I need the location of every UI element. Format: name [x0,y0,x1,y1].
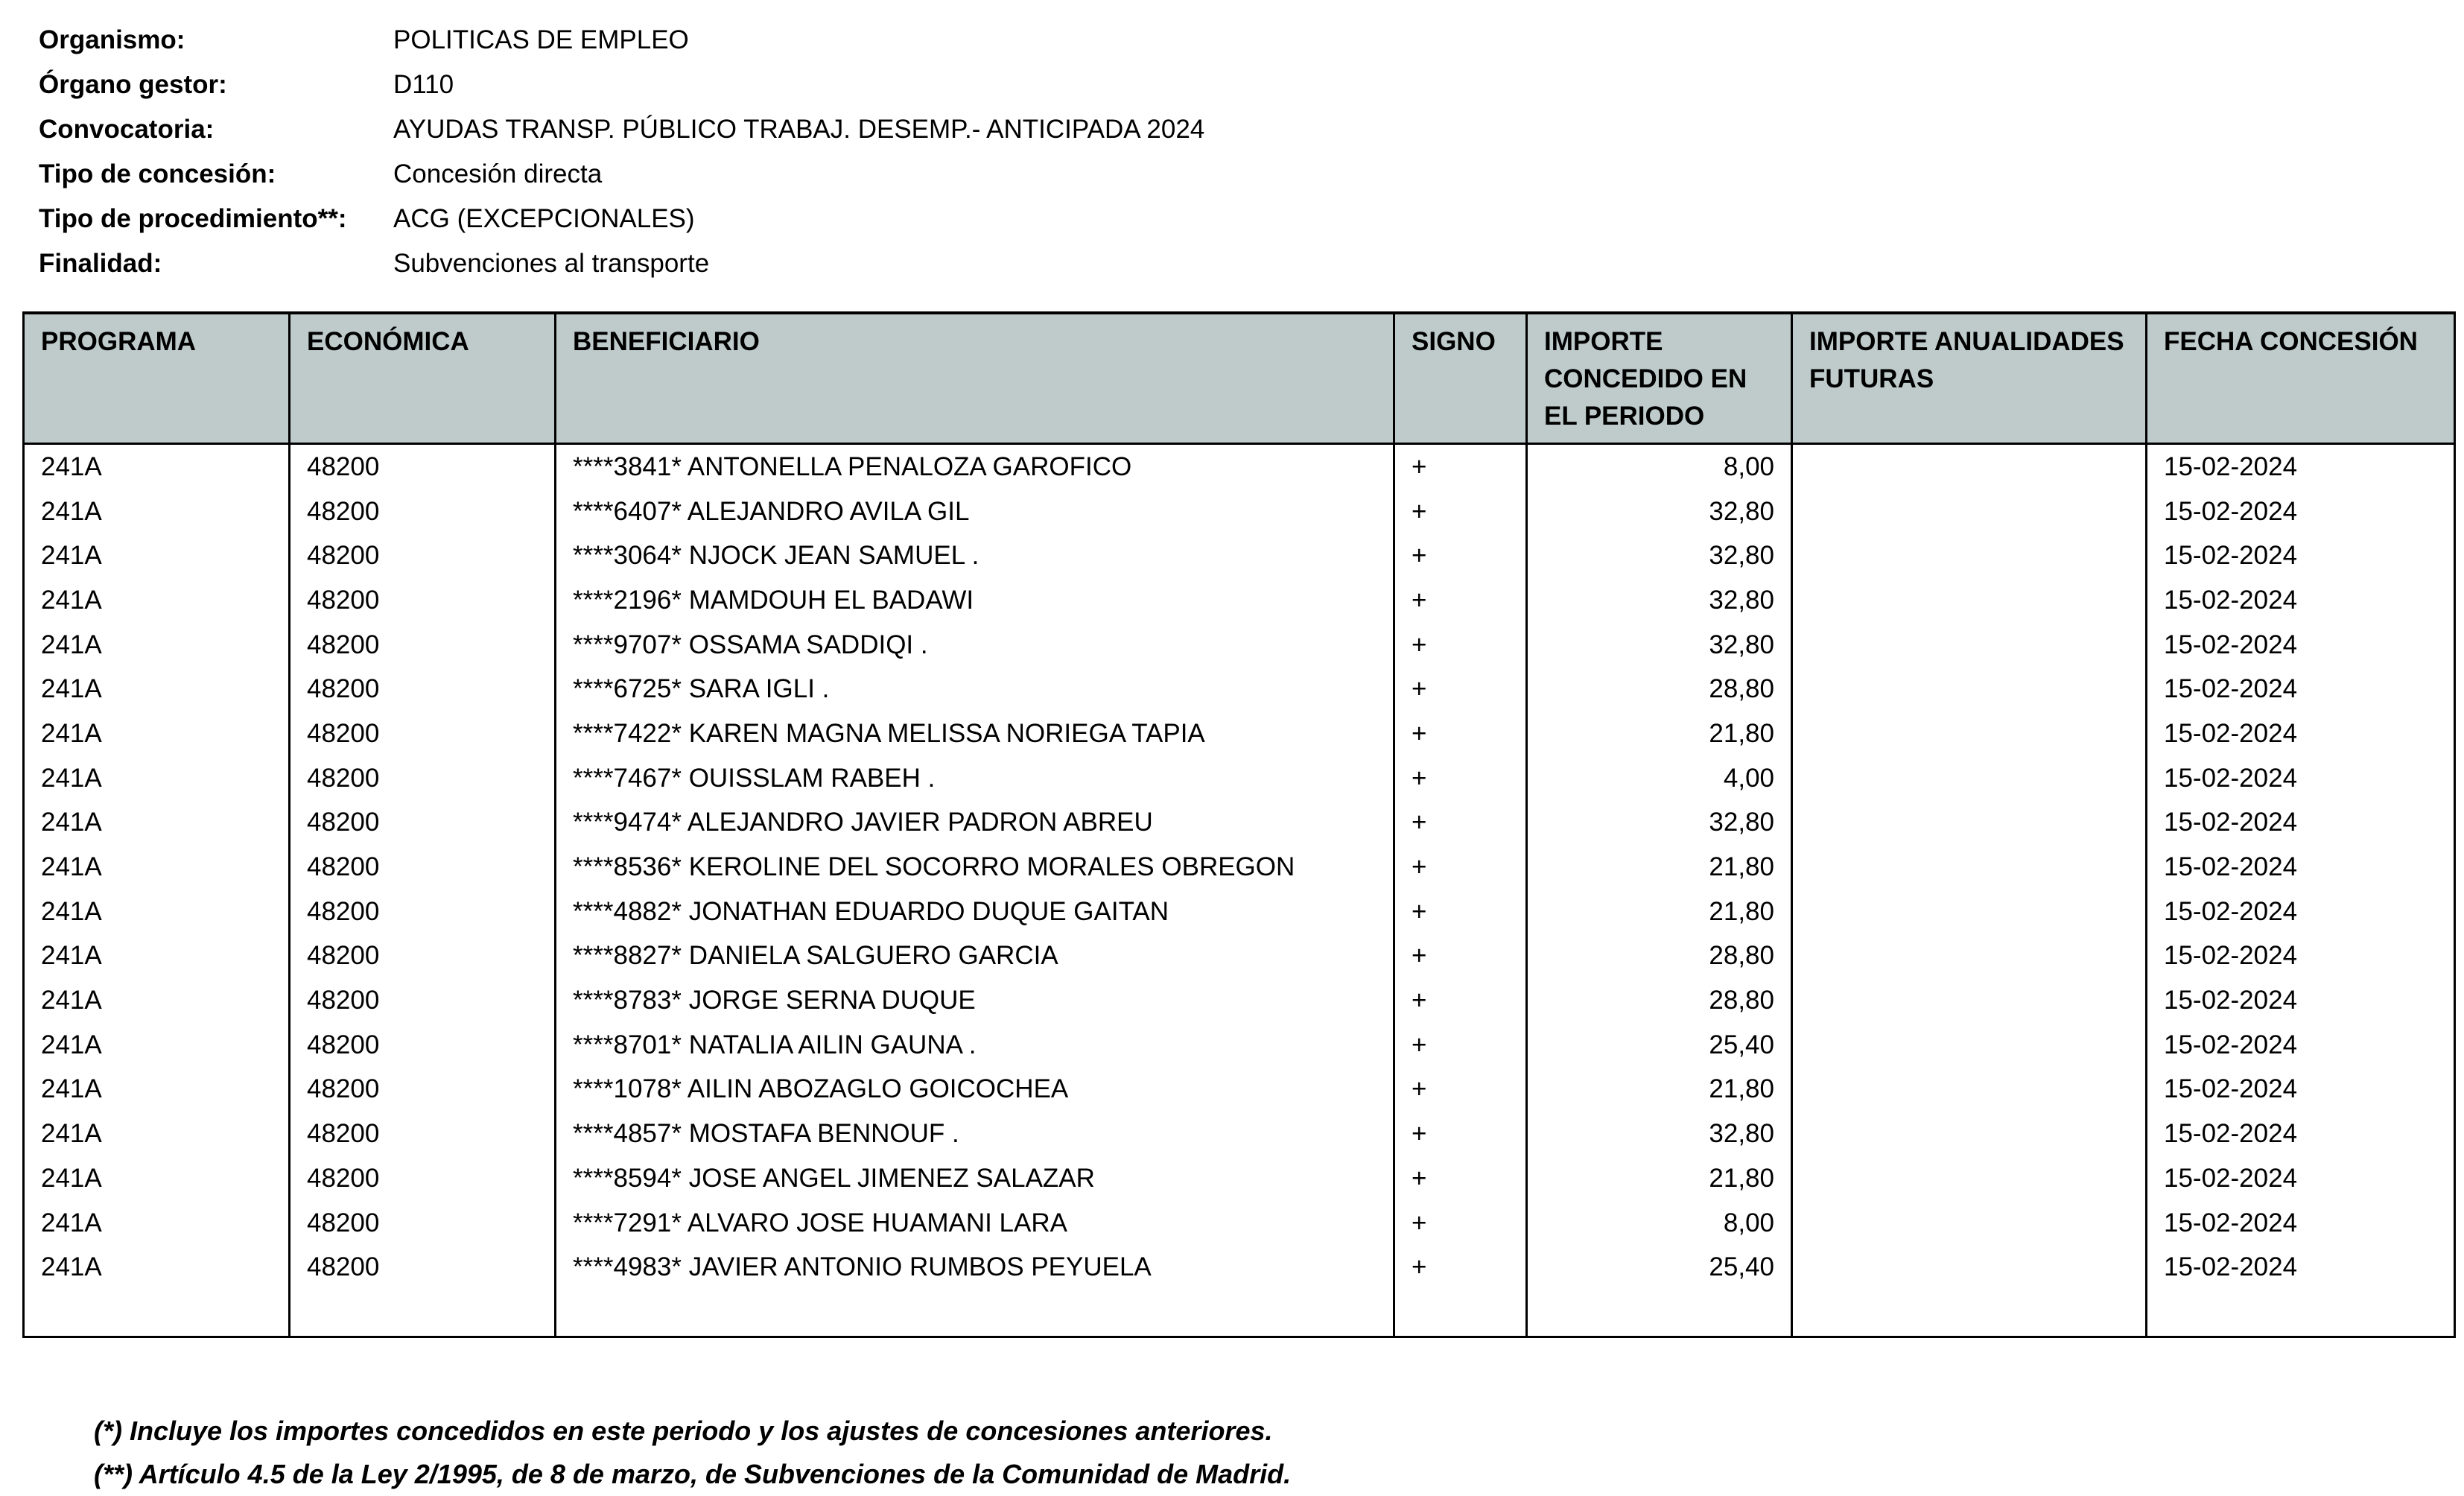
cell-beneficiario: ****9707* OSSAMA SADDIQI . [556,623,1394,668]
cell-fecha-concesion: 15-02-2024 [2147,623,2455,668]
cell-fecha-concesion: 15-02-2024 [2147,890,2455,934]
cell-programa: 241A [24,489,290,534]
cell-fecha-concesion: 15-02-2024 [2147,801,2455,846]
column-header-beneficiario: BENEFICIARIO [556,313,1394,444]
metadata-row-convocatoria [39,107,1204,152]
cell-signo: + [1394,1068,1527,1112]
cell-beneficiario: ****8783* JORGE SERNA DUQUE [556,978,1394,1023]
table-header-row [24,313,2455,444]
cell-signo: + [1394,845,1527,890]
table-row [24,890,2455,934]
cell-signo: + [1394,533,1527,578]
metadata-label: Organismo: [39,25,185,54]
table-spacer-row [24,1290,2455,1337]
footnote: (*) Incluye los importes concedidos en este periodo y los ajustes de concesiones anteriores. [94,1416,1273,1446]
table-row [24,667,2455,711]
table-row [24,444,2455,489]
cell-importe-futuras [1792,756,2147,801]
cell-economica: 48200 [290,533,556,578]
cell-signo: + [1394,756,1527,801]
cell-importe-futuras [1792,890,2147,934]
cell-importe-concedido: 21,80 [1527,1156,1792,1201]
cell-economica: 48200 [290,1023,556,1068]
empty-cell [1527,1290,1792,1337]
cell-importe-futuras [1792,801,2147,846]
cell-importe-concedido: 32,80 [1527,801,1792,846]
cell-programa: 241A [24,444,290,489]
cell-programa: 241A [24,1201,290,1246]
metadata-value: ACG (EXCEPCIONALES) [393,204,695,233]
table-row [24,1245,2455,1290]
cell-economica: 48200 [290,1112,556,1156]
empty-cell [290,1290,556,1337]
cell-signo: + [1394,1112,1527,1156]
cell-signo: + [1394,667,1527,711]
cell-fecha-concesion: 15-02-2024 [2147,667,2455,711]
cell-programa: 241A [24,801,290,846]
cell-importe-concedido: 32,80 [1527,1112,1792,1156]
table-row [24,711,2455,756]
footnotes [94,1410,1291,1496]
cell-economica: 48200 [290,756,556,801]
cell-signo: + [1394,489,1527,534]
cell-fecha-concesion: 15-02-2024 [2147,711,2455,756]
empty-cell [24,1290,290,1337]
cell-programa: 241A [24,1068,290,1112]
cell-beneficiario: ****6725* SARA IGLI . [556,667,1394,711]
table-row [24,533,2455,578]
metadata-label: Tipo de procedimiento**: [39,204,347,233]
cell-economica: 48200 [290,1245,556,1290]
cell-beneficiario: ****2196* MAMDOUH EL BADAWI [556,578,1394,623]
cell-importe-futuras [1792,1023,2147,1068]
cell-programa: 241A [24,890,290,934]
metadata-row-tipo-procedimiento [39,197,1204,241]
cell-importe-concedido: 21,80 [1527,1068,1792,1112]
cell-importe-futuras [1792,711,2147,756]
cell-fecha-concesion: 15-02-2024 [2147,1156,2455,1201]
cell-beneficiario: ****3064* NJOCK JEAN SAMUEL . [556,533,1394,578]
cell-economica: 48200 [290,890,556,934]
cell-beneficiario: ****7422* KAREN MAGNA MELISSA NORIEGA TAPIA [556,711,1394,756]
cell-programa: 241A [24,578,290,623]
cell-importe-futuras [1792,1201,2147,1246]
cell-fecha-concesion: 15-02-2024 [2147,978,2455,1023]
cell-fecha-concesion: 15-02-2024 [2147,934,2455,979]
empty-cell [1394,1290,1527,1337]
table-row [24,489,2455,534]
table-row [24,845,2455,890]
metadata-row-organismo [39,18,1204,63]
metadata-label: Tipo de concesión: [39,159,276,188]
cell-economica: 48200 [290,1156,556,1201]
cell-programa: 241A [24,978,290,1023]
cell-beneficiario: ****8701* NATALIA AILIN GAUNA . [556,1023,1394,1068]
metadata-value: Concesión directa [393,159,603,188]
metadata-value: POLITICAS DE EMPLEO [393,25,689,54]
cell-importe-futuras [1792,1245,2147,1290]
cell-programa: 241A [24,934,290,979]
cell-importe-concedido: 21,80 [1527,845,1792,890]
cell-fecha-concesion: 15-02-2024 [2147,1068,2455,1112]
cell-economica: 48200 [290,711,556,756]
cell-economica: 48200 [290,578,556,623]
table-row [24,1156,2455,1201]
cell-economica: 48200 [290,623,556,668]
metadata-row-finalidad [39,241,1204,286]
empty-cell [556,1290,1394,1337]
cell-importe-futuras [1792,934,2147,979]
cell-importe-futuras [1792,1112,2147,1156]
cell-signo: + [1394,1201,1527,1246]
cell-fecha-concesion: 15-02-2024 [2147,1023,2455,1068]
cell-importe-concedido: 32,80 [1527,623,1792,668]
cell-importe-futuras [1792,578,2147,623]
cell-importe-futuras [1792,1156,2147,1201]
cell-importe-concedido: 28,80 [1527,667,1792,711]
cell-signo: + [1394,444,1527,489]
cell-beneficiario: ****4857* MOSTAFA BENNOUF . [556,1112,1394,1156]
cell-signo: + [1394,934,1527,979]
cell-programa: 241A [24,845,290,890]
column-header-signo: SIGNO [1394,313,1527,444]
cell-importe-concedido: 4,00 [1527,756,1792,801]
metadata-row-tipo-concesion [39,152,1204,197]
cell-programa: 241A [24,756,290,801]
cell-importe-futuras [1792,444,2147,489]
cell-importe-concedido: 32,80 [1527,533,1792,578]
table-row [24,578,2455,623]
cell-signo: + [1394,1023,1527,1068]
cell-importe-concedido: 32,80 [1527,578,1792,623]
table-row [24,1201,2455,1246]
cell-fecha-concesion: 15-02-2024 [2147,1245,2455,1290]
column-header-programa: PROGRAMA [24,313,290,444]
cell-beneficiario: ****1078* AILIN ABOZAGLO GOICOCHEA [556,1068,1394,1112]
cell-beneficiario: ****8594* JOSE ANGEL JIMENEZ SALAZAR [556,1156,1394,1201]
cell-beneficiario: ****7291* ALVARO JOSE HUAMANI LARA [556,1201,1394,1246]
cell-importe-concedido: 21,80 [1527,890,1792,934]
column-header-economica: ECONÓMICA [290,313,556,444]
empty-cell [2147,1290,2455,1337]
cell-signo: + [1394,978,1527,1023]
table-row [24,1068,2455,1112]
cell-importe-concedido: 8,00 [1527,444,1792,489]
cell-importe-futuras [1792,623,2147,668]
table-row [24,934,2455,979]
metadata-label: Convocatoria: [39,115,215,144]
cell-importe-futuras [1792,1068,2147,1112]
cell-signo: + [1394,578,1527,623]
cell-beneficiario: ****4983* JAVIER ANTONIO RUMBOS PEYUELA [556,1245,1394,1290]
cell-signo: + [1394,623,1527,668]
cell-signo: + [1394,1245,1527,1290]
cell-beneficiario: ****3841* ANTONELLA PENALOZA GAROFICO [556,444,1394,489]
metadata-value: AYUDAS TRANSP. PÚBLICO TRABAJ. DESEMP.- ANTICIPADA 2024 [393,115,1205,144]
cell-importe-concedido: 21,80 [1527,711,1792,756]
cell-programa: 241A [24,623,290,668]
cell-beneficiario: ****6407* ALEJANDRO AVILA GIL [556,489,1394,534]
table-row [24,756,2455,801]
cell-economica: 48200 [290,801,556,846]
metadata-value: D110 [393,70,454,99]
cell-economica: 48200 [290,1068,556,1112]
cell-signo: + [1394,801,1527,846]
cell-fecha-concesion: 15-02-2024 [2147,845,2455,890]
cell-importe-futuras [1792,489,2147,534]
cell-importe-concedido: 32,80 [1527,489,1792,534]
cell-signo: + [1394,1156,1527,1201]
cell-importe-concedido: 8,00 [1527,1201,1792,1246]
metadata-row-organo-gestor [39,63,1204,107]
cell-importe-concedido: 28,80 [1527,934,1792,979]
cell-importe-concedido: 28,80 [1527,978,1792,1023]
table-body [24,444,2455,1337]
cell-economica: 48200 [290,845,556,890]
cell-importe-concedido: 25,40 [1527,1245,1792,1290]
cell-fecha-concesion: 15-02-2024 [2147,1112,2455,1156]
cell-beneficiario: ****8827* DANIELA SALGUERO GARCIA [556,934,1394,979]
column-header-importe-concedido: IMPORTE CONCEDIDO EN EL PERIODO [1527,313,1792,444]
cell-signo: + [1394,711,1527,756]
table-row [24,801,2455,846]
metadata-label: Finalidad: [39,249,162,278]
cell-programa: 241A [24,1156,290,1201]
column-header-importe-futuras: IMPORTE ANUALIDADES FUTURAS [1792,313,2147,444]
cell-fecha-concesion: 15-02-2024 [2147,756,2455,801]
cell-fecha-concesion: 15-02-2024 [2147,444,2455,489]
cell-economica: 48200 [290,934,556,979]
table-row [24,623,2455,668]
grant-metadata [39,18,1204,286]
cell-programa: 241A [24,1112,290,1156]
cell-programa: 241A [24,1245,290,1290]
cell-economica: 48200 [290,978,556,1023]
cell-importe-futuras [1792,533,2147,578]
cell-programa: 241A [24,1023,290,1068]
cell-beneficiario: ****7467* OUISSLAM RABEH . [556,756,1394,801]
metadata-label: Órgano gestor: [39,70,227,99]
empty-cell [1792,1290,2147,1337]
table-row [24,978,2455,1023]
cell-importe-futuras [1792,845,2147,890]
cell-importe-concedido: 25,40 [1527,1023,1792,1068]
cell-programa: 241A [24,667,290,711]
cell-fecha-concesion: 15-02-2024 [2147,533,2455,578]
cell-economica: 48200 [290,489,556,534]
cell-programa: 241A [24,533,290,578]
cell-economica: 48200 [290,667,556,711]
table-row [24,1023,2455,1068]
footnote: (**) Artículo 4.5 de la Ley 2/1995, de 8 de marzo, de Subvenciones de la Comunidad de Madrid. [94,1459,1292,1489]
grants-table [22,311,2456,1338]
metadata-value: Subvenciones al transporte [393,249,710,278]
column-header-fecha-concesion: FECHA CONCESIÓN [2147,313,2455,444]
cell-economica: 48200 [290,444,556,489]
cell-beneficiario: ****4882* JONATHAN EDUARDO DUQUE GAITAN [556,890,1394,934]
table-header [24,313,2455,444]
table-row [24,1112,2455,1156]
cell-beneficiario: ****9474* ALEJANDRO JAVIER PADRON ABREU [556,801,1394,846]
cell-importe-futuras [1792,667,2147,711]
cell-fecha-concesion: 15-02-2024 [2147,578,2455,623]
cell-fecha-concesion: 15-02-2024 [2147,489,2455,534]
cell-beneficiario: ****8536* KEROLINE DEL SOCORRO MORALES OBREGON [556,845,1394,890]
cell-signo: + [1394,890,1527,934]
cell-programa: 241A [24,711,290,756]
cell-importe-futuras [1792,978,2147,1023]
cell-fecha-concesion: 15-02-2024 [2147,1201,2455,1246]
cell-economica: 48200 [290,1201,556,1246]
